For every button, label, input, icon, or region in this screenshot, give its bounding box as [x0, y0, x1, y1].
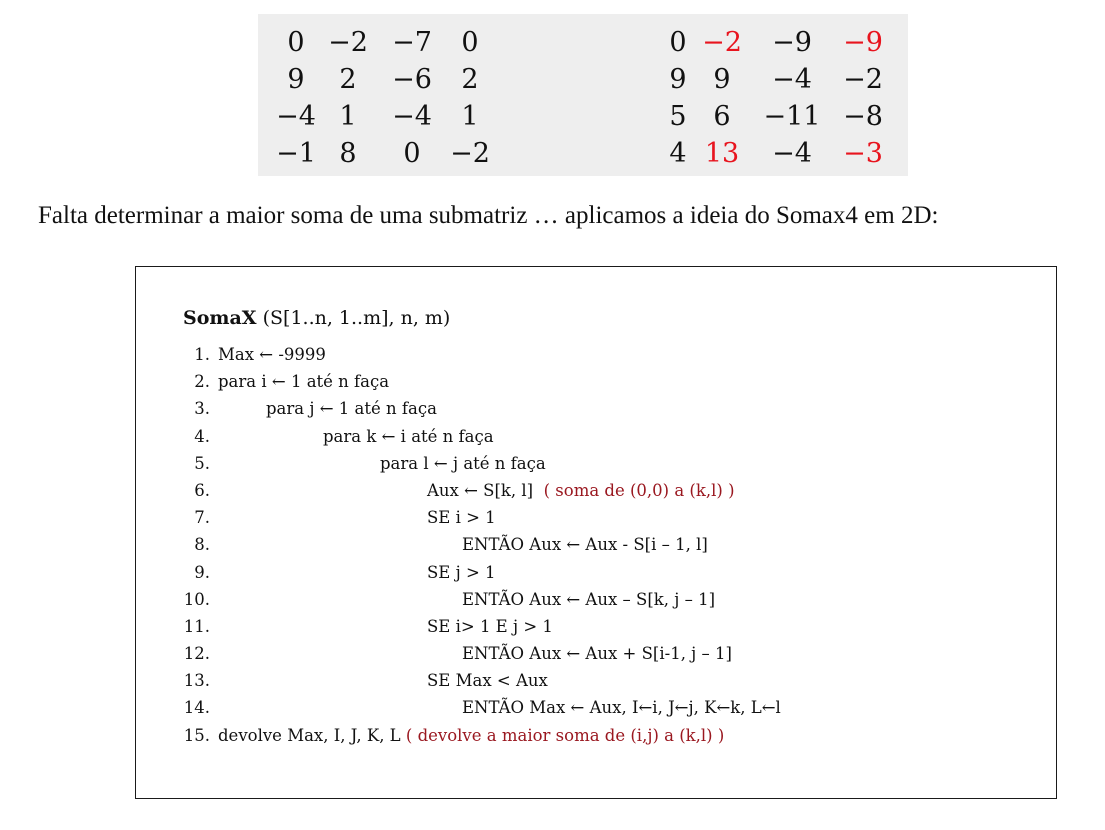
- matrix-cell: −9: [772, 27, 812, 58]
- algorithm-box: [135, 266, 1057, 799]
- code-line: [180, 450, 546, 477]
- line-text: ENTÃO Max ← Aux, I←i, J←j, K←k, L←l: [462, 698, 781, 718]
- matrix-cell: 9: [713, 64, 731, 95]
- code-line: [180, 722, 725, 749]
- matrix-cell: −6: [392, 64, 432, 95]
- algorithm-lines: [180, 341, 781, 749]
- line-text: SE i > 1: [427, 508, 496, 528]
- matrix-cell: 0: [287, 27, 305, 58]
- matrix-cell: 1: [461, 101, 479, 132]
- matrix-cell: −4: [772, 138, 812, 169]
- highlighted-cell: −3: [843, 138, 883, 169]
- code-text: Aux ← S[k, l]: [427, 480, 534, 500]
- code-line: [180, 423, 494, 450]
- line-number: 15.: [183, 725, 210, 745]
- matrix-cell: 0: [403, 138, 421, 169]
- highlighted-cell: −2: [702, 27, 742, 58]
- code-comment: ( soma de (0,0) a (k,l) ): [543, 480, 735, 500]
- matrix-cell: 1: [339, 101, 357, 132]
- function-name: SomaX: [183, 307, 257, 329]
- line-number: 12.: [183, 644, 210, 664]
- matrices-panel: [258, 14, 908, 176]
- line-text: Max ← -9999: [218, 345, 326, 364]
- line-text: [427, 477, 735, 504]
- matrix-row: [664, 61, 894, 98]
- line-text: para k ← i até n faça: [323, 426, 494, 446]
- matrix-row: [276, 135, 496, 172]
- line-number: 5.: [194, 453, 210, 473]
- matrix-cell: 0: [461, 27, 479, 58]
- matrix-cell: −2: [450, 138, 490, 169]
- matrix-row: [276, 24, 496, 61]
- matrix-cell: 6: [713, 101, 731, 132]
- code-line: [180, 640, 732, 667]
- matrix-cell: −2: [843, 64, 883, 95]
- algorithm-title: [183, 307, 450, 329]
- intro-text: Falta determinar a maior soma de uma submatriz … aplicamos a ideia do Somax4 em 2D:: [38, 202, 939, 229]
- code-line: [180, 559, 496, 586]
- matrix-cell: −4: [772, 64, 812, 95]
- matrix-cell: 4: [669, 138, 687, 169]
- line-text: SE Max < Aux: [427, 671, 548, 691]
- code-line: [180, 368, 390, 395]
- line-text: ENTÃO Aux ← Aux + S[i-1, j – 1]: [462, 644, 732, 664]
- line-number: 7.: [194, 508, 210, 528]
- matrix-cell: −4: [276, 101, 316, 132]
- matrix-row: [664, 98, 894, 135]
- matrix-row: [276, 61, 496, 98]
- code-line: [180, 504, 496, 531]
- line-text: para l ← j até n faça: [380, 453, 546, 473]
- line-text: SE j > 1: [427, 562, 496, 582]
- line-text: para i ← 1 até n faça: [218, 372, 390, 392]
- matrix-cell: 5: [669, 101, 687, 132]
- function-signature: (S[1..n, 1..m], n, m): [256, 307, 451, 329]
- line-text: para j ← 1 até n faça: [266, 399, 437, 419]
- code-line: [180, 531, 708, 558]
- prefix-sum-matrix: [664, 24, 894, 172]
- matrix-cell: −1: [276, 138, 316, 169]
- code-comment: ( devolve a maior soma de (i,j) a (k,l) ): [405, 725, 725, 745]
- matrix-row: [664, 24, 894, 61]
- line-number: 4.: [194, 426, 210, 446]
- matrix-cell: 9: [287, 64, 305, 95]
- line-number: 2.: [194, 372, 210, 392]
- line-text: ENTÃO Aux ← Aux - S[i – 1, l]: [462, 535, 708, 555]
- line-text: ENTÃO Aux ← Aux – S[k, j – 1]: [462, 589, 716, 609]
- matrix-cell: 2: [461, 64, 479, 95]
- line-number: 6.: [194, 480, 210, 500]
- matrix-cell: 9: [669, 64, 687, 95]
- line-number: 13.: [183, 671, 210, 691]
- line-number: 14.: [183, 698, 210, 718]
- code-line: [180, 694, 781, 721]
- matrix-row: [276, 98, 496, 135]
- matrix-row: [664, 135, 894, 172]
- input-matrix: [276, 24, 496, 172]
- code-line: [180, 613, 553, 640]
- line-number: 11.: [183, 616, 210, 636]
- code-line: [180, 341, 326, 368]
- line-number: 10.: [183, 589, 210, 609]
- matrix-cell: 2: [339, 64, 357, 95]
- matrix-cell: −4: [392, 101, 432, 132]
- line-number: 1.: [194, 345, 210, 364]
- highlighted-cell: 13: [704, 138, 740, 169]
- code-line: [180, 477, 735, 504]
- matrix-cell: 8: [339, 138, 357, 169]
- matrix-cell: −7: [392, 27, 432, 58]
- line-number: 8.: [194, 535, 210, 555]
- highlighted-cell: −9: [843, 27, 883, 58]
- matrix-cell: −11: [763, 101, 821, 132]
- code-line: [180, 395, 437, 422]
- line-number: 3.: [194, 399, 210, 419]
- matrix-cell: −8: [843, 101, 883, 132]
- line-text: SE i> 1 E j > 1: [427, 616, 553, 636]
- code-line: [180, 586, 716, 613]
- matrix-cell: −2: [328, 27, 368, 58]
- code-line: [180, 667, 548, 694]
- line-text: [218, 722, 724, 749]
- code-text: devolve Max, I, J, K, L: [218, 725, 401, 745]
- matrix-cell: 0: [669, 27, 687, 58]
- line-number: 9.: [194, 562, 210, 582]
